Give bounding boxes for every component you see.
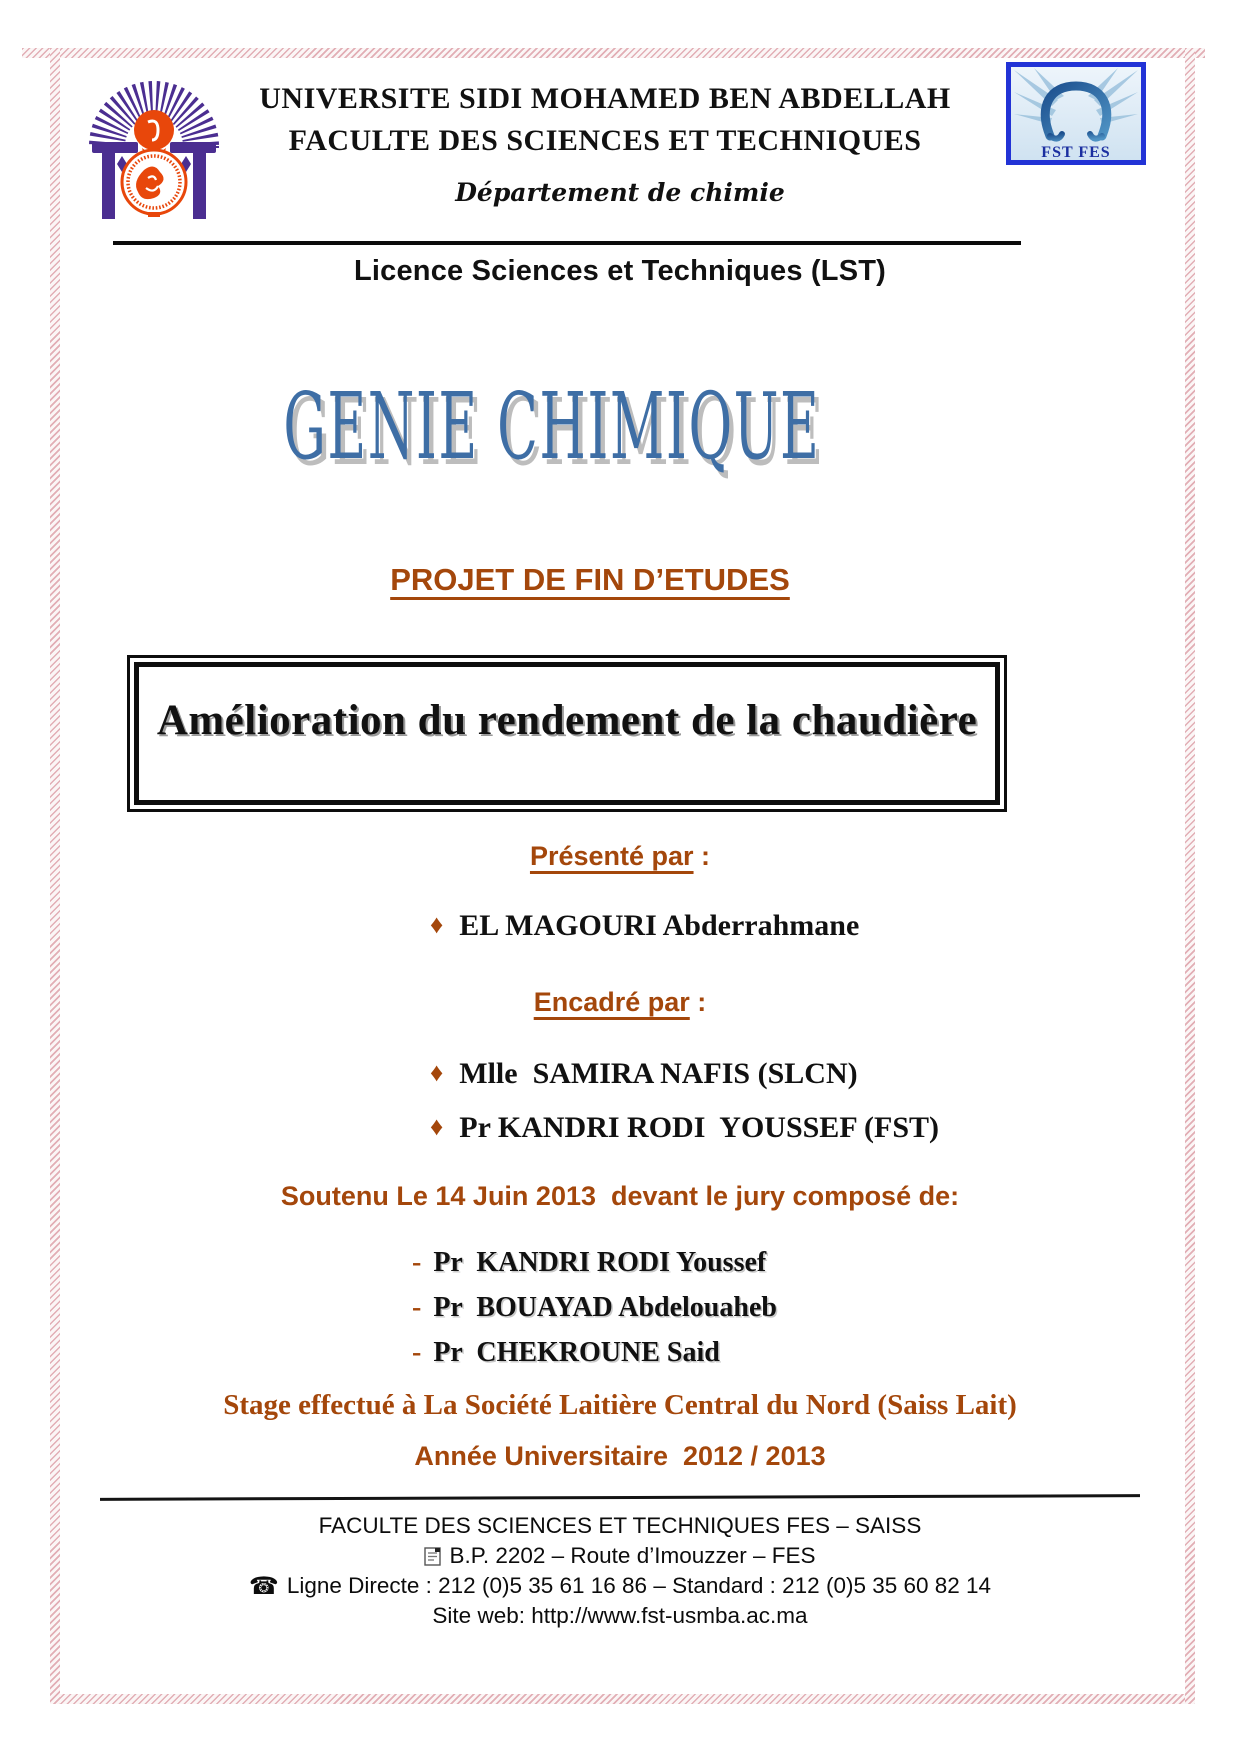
header-text [235,80,975,158]
footer-phone-row [0,1571,1240,1601]
program-name: Licence Sciences et Techniques (LST) [353,255,887,287]
phone-icon: ☎ [248,1572,279,1600]
supervisor-name: Pr KANDRI RODI YOUSSEF (FST) [459,1111,940,1144]
faculty-name: FACULTE DES SCIENCES ET TECHNIQUES [288,123,922,157]
university-name: UNIVERSITE SIDI MOHAMED BEN ABDELLAH [259,82,951,115]
title-box-inner [134,662,1000,805]
doc-type-heading: PROJET DE FIN D’ETUDES [390,562,790,597]
jury-list [412,1240,777,1375]
supervised-by-label: Encadré par [533,987,690,1017]
footer-address-row [0,1541,1240,1571]
header-divider [113,241,1021,245]
page-border-bottom [50,1694,1195,1704]
student-name: EL MAGOURI Abderrahmane [459,909,860,942]
jury-member-row [412,1330,777,1375]
supervised-by-colon: : [689,987,707,1017]
academic-year-line: Année Universitaire 2012 / 2013 [414,1441,826,1471]
presented-name-row [430,909,859,943]
jury-member-name: Pr BOUAYAD Abdelouaheb [433,1292,777,1323]
jury-dash: - [412,1247,422,1278]
jury-member-name: Pr CHEKROUNE Said [433,1337,720,1368]
svg-text:FST FES: FST FES [1041,144,1111,161]
diamond-bullet-icon: ♦ [430,1058,444,1087]
footer-address: B.P. 2202 – Route d’Imouzzer – FES [449,1543,816,1568]
jury-member-name: Pr KANDRI RODI Youssef [433,1247,767,1278]
field-title-wordart: GENIE CHIMIQUE [283,372,821,480]
fst-fes-logo-icon [1006,62,1146,165]
document-icon [424,1547,441,1566]
footer-phones: Ligne Directe : 212 (0)5 35 61 16 86 – Standard : 212 (0)5 35 60 82 14 [286,1573,992,1598]
supervised-by-label-line [0,987,1240,1018]
footer [0,1511,1240,1631]
diamond-bullet-icon: ♦ [430,1112,444,1141]
jury-member-row [412,1240,777,1285]
fst-fes-logo [1006,62,1146,165]
department-name: Département de chimie [455,178,785,207]
presented-by-colon: : [693,841,711,871]
internship-line: Stage effectué à La Société Laitière Central du Nord (Saiss Lait) [223,1389,1017,1421]
presented-by-label-line [0,841,1240,872]
field-title-wrap [0,372,1104,480]
diamond-bullet-icon: ♦ [430,910,444,939]
supervisor-name: Mlle SAMIRA NAFIS (SLCN) [459,1057,858,1090]
main-title: Amélioration du rendement de la chaudière [156,697,978,744]
footer-website: Site web: http://www.fst-usmba.ac.ma [432,1603,808,1628]
jury-member-row [412,1285,777,1330]
footer-faculty-line: FACULTE DES SCIENCES ET TECHNIQUES FES – SAISS [318,1513,922,1538]
supervisor-row [430,1057,858,1091]
title-box [127,655,1007,812]
presented-by-label: Présenté par [529,841,694,871]
jury-dash: - [412,1337,422,1368]
supervisor-row [430,1111,939,1145]
footer-divider [100,1494,1140,1501]
defense-intro: Soutenu Le 14 Juin 2013 devant le jury composé de: [280,1181,960,1211]
jury-dash: - [412,1292,422,1323]
